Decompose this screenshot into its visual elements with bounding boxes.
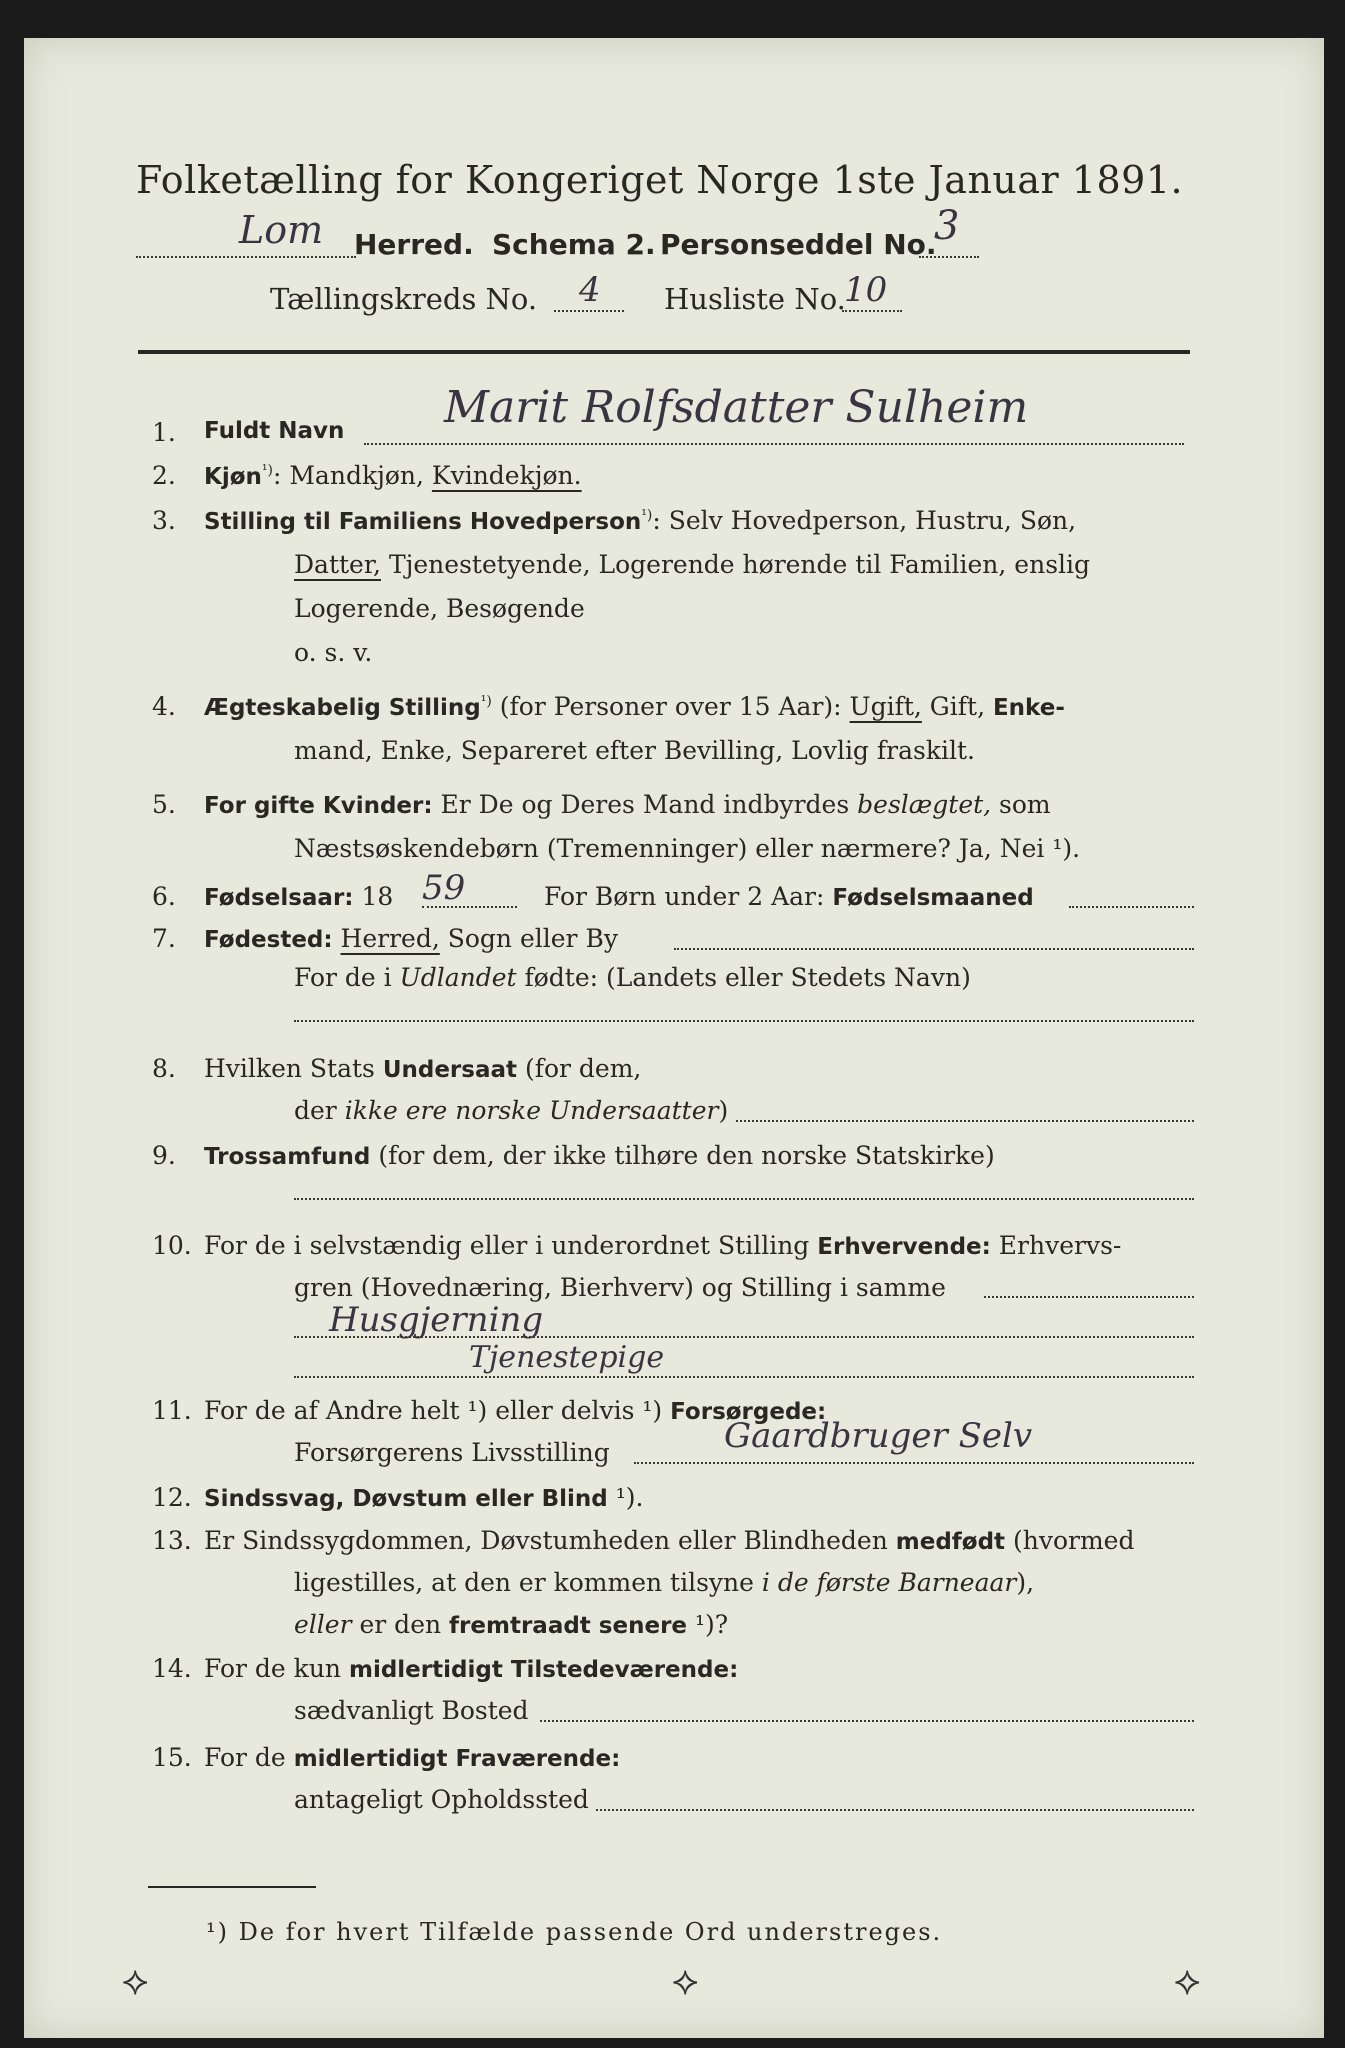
item-11-label: Forsørgede: <box>670 1399 827 1425</box>
item-6-dotted-line-2 <box>1069 906 1194 908</box>
header-rule <box>138 350 1190 354</box>
item-12-line <box>204 1483 643 1512</box>
item-10-occupation-value: Husgjerning <box>329 1300 544 1340</box>
corner-mark-center-icon: ⟡ <box>672 1958 699 2004</box>
item-7-line-1 <box>204 924 618 953</box>
item-4-label: Ægteskabelig Stilling <box>204 695 481 721</box>
personseddel-dotted-line <box>919 256 979 258</box>
item-7-underlined: Herred, <box>340 924 440 953</box>
item-8-text-1: Hvilken Stats <box>204 1054 383 1083</box>
item-13-text-c: er den <box>351 1610 450 1639</box>
kreds-label: Tællingskreds No. <box>270 282 538 316</box>
item-3-text-2: Tjenestetyende, Logerende hørende til Familien, enslig <box>381 550 1091 579</box>
item-5-label-a: For <box>204 793 254 819</box>
item-7-text-1: Sogn eller By <box>439 924 618 953</box>
item-8-line-1 <box>204 1054 641 1083</box>
item-7-text-a: For de i <box>294 963 400 992</box>
kreds-value: 4 <box>579 270 601 310</box>
item-13-text-d: ¹)? <box>687 1610 729 1639</box>
item-3-underlined: Datter, <box>294 550 381 579</box>
item-14-text-1: For de kun <box>204 1654 349 1683</box>
item-12-sup: ¹). <box>607 1483 644 1512</box>
item-6-label: Fødselsaar: <box>204 885 354 911</box>
item-10-position-value: Tjenestepige <box>469 1340 665 1375</box>
item-6-number: 6. <box>152 882 176 911</box>
item-1-label: Fuldt Navn <box>204 418 345 444</box>
item-6-line-2 <box>544 882 1034 911</box>
item-3-line-4: o. s. v. <box>294 638 373 667</box>
item-15-dotted-line <box>596 1809 1194 1811</box>
item-13-label-2: fremtraadt senere <box>449 1613 688 1639</box>
husliste-value: 10 <box>844 270 888 310</box>
item-5-italic: beslægtet, <box>857 790 992 819</box>
item-13-number: 13. <box>152 1526 192 1555</box>
item-8-text-b: ) <box>718 1096 729 1125</box>
item-5-label: gifte Kvinder: <box>253 793 433 819</box>
item-1-number: 1. <box>152 418 176 447</box>
item-7-label: Fødested: <box>204 927 333 953</box>
item-13-text-1: Er Sindssygdommen, Døvstumheden eller Blindheden <box>204 1526 896 1555</box>
item-8-dotted-line <box>736 1120 1194 1122</box>
item-4-line-2: mand, Enke, Separeret efter Bevilling, Lovlig fraskilt. <box>294 736 975 765</box>
item-6-label-2: Fødselsmaaned <box>832 885 1034 911</box>
footnote-rule <box>148 1886 316 1888</box>
personseddel-label: Personseddel No. <box>660 228 937 261</box>
item-10-label: Erhvervende: <box>817 1234 991 1260</box>
item-7-dotted-line <box>674 948 1194 950</box>
item-13-italic-2: eller <box>294 1610 352 1639</box>
herred-label: Herred. <box>354 228 474 261</box>
item-9-label: Trossamfund <box>204 1144 371 1170</box>
item-13-italic: i de første Barneaar <box>761 1568 1017 1597</box>
footnote: ¹) De for hvert Tilfælde passende Ord understreges. <box>206 1918 943 1946</box>
husliste-dotted-line <box>842 310 902 312</box>
item-6-year-value: 59 <box>422 868 466 908</box>
item-7-line-2 <box>294 963 971 992</box>
item-11-line-2: Forsørgerens Livsstilling <box>294 1438 610 1467</box>
item-3-line-2 <box>294 550 1090 579</box>
schema-label: Schema 2. <box>492 228 656 261</box>
item-9-line <box>204 1141 995 1170</box>
item-13-label: medfødt <box>895 1529 1006 1555</box>
item-3-text-1: : Selv Hovedperson, Hustru, Søn, <box>652 506 1077 535</box>
item-6-prefix: 18 <box>353 882 394 911</box>
item-7-italic: Udlandet <box>399 963 517 992</box>
item-11-text-1: For de af Andre helt ¹) eller delvis ¹) <box>204 1396 671 1425</box>
item-8-text-2: (for dem, <box>517 1054 642 1083</box>
item-14-label: midlertidigt Tilstedeværende: <box>348 1657 739 1683</box>
item-7-text-b: fødte: (Landets eller Stedets Navn) <box>516 963 971 992</box>
husliste-label: Husliste No. <box>664 282 846 316</box>
item-14-dotted-line <box>540 1720 1194 1722</box>
item-2-number: 2. <box>152 461 176 490</box>
item-2-line <box>204 461 582 490</box>
corner-mark-right-icon: ⟡ <box>1174 1958 1201 2004</box>
item-9-dotted-line <box>294 1198 1194 1200</box>
item-4-text-1: (for Personer over 15 Aar): <box>491 692 850 721</box>
item-15-label: midlertidigt Fraværende: <box>293 1746 621 1772</box>
item-15-line-2: antageligt Opholdssted <box>294 1785 589 1814</box>
corner-mark-left-icon: ⟡ <box>122 1958 149 2004</box>
item-13-line-3 <box>294 1610 728 1639</box>
item-13-text-a: ligestilles, at den er kommen tilsyne <box>294 1568 762 1597</box>
item-5-text-1: Er De og Deres Mand indbyrdes <box>432 790 858 819</box>
item-3-label: Stilling til Familiens Hovedperson <box>204 509 642 535</box>
item-14-line-2: sædvanligt Bosted <box>294 1696 529 1725</box>
item-6-dotted-line <box>422 906 517 908</box>
item-9-number: 9. <box>152 1141 176 1170</box>
herred-dotted-line <box>136 256 356 258</box>
item-3-line-1 <box>204 506 1076 535</box>
item-4-sup: ¹) <box>480 693 492 710</box>
item-8-number: 8. <box>152 1054 176 1083</box>
item-1-dotted-line <box>364 443 1184 445</box>
item-5-line-2: Næstsøskendebørn (Tremenninger) eller nærmere? Ja, Nei ¹). <box>294 834 1081 863</box>
item-14-number: 14. <box>152 1654 192 1683</box>
item-10-text-1: For de i selvstændig eller i underordnet Stilling <box>204 1231 818 1260</box>
item-11-dotted-line <box>634 1462 1194 1464</box>
item-2-text: : Mandkjøn, <box>272 461 432 490</box>
item-13-text-2: (hvormed <box>1005 1526 1135 1555</box>
item-6-text-2: For Børn under 2 Aar: <box>544 882 833 911</box>
item-15-number: 15. <box>152 1743 192 1772</box>
item-4-number: 4. <box>152 692 176 721</box>
item-4-text-2: Gift, <box>921 692 993 721</box>
item-3-sup: ¹) <box>641 507 653 524</box>
census-form-page <box>24 38 1324 2038</box>
item-4-line-1 <box>204 692 1065 721</box>
item-8-italic: ikke ere norske Undersaatter <box>344 1096 719 1125</box>
item-13-text-b: ), <box>1016 1568 1035 1597</box>
item-7-number: 7. <box>152 924 176 953</box>
item-10-number: 10. <box>152 1231 192 1260</box>
item-10-line-1 <box>204 1231 1121 1260</box>
item-15-line-1 <box>204 1743 620 1772</box>
item-15-text-1: For de <box>204 1743 294 1772</box>
item-2-label: Kjøn <box>204 464 262 490</box>
form-title: Folketælling for Kongeriget Norge 1ste Januar 1891. <box>136 158 1184 202</box>
item-10-line-2: gren (Hovednæring, Bierhverv) og Stilling i samme <box>294 1273 946 1302</box>
herred-value: Lom <box>239 208 324 252</box>
item-10-dotted-line-2 <box>294 1336 1194 1338</box>
item-12-number: 12. <box>152 1483 192 1512</box>
item-11-provider-value: Gaardbruger Selv <box>724 1416 1033 1456</box>
item-4-text-3: Enke- <box>992 695 1065 721</box>
personseddel-value: 3 <box>934 203 960 249</box>
item-5-line-1 <box>204 790 1051 819</box>
item-10-dotted-line-3 <box>294 1376 1194 1378</box>
item-3-line-3: Logerende, Besøgende <box>294 594 585 623</box>
item-2-underlined: Kvindekjøn. <box>431 461 582 490</box>
item-11-number: 11. <box>152 1396 192 1425</box>
item-7-dotted-line-2 <box>294 1020 1194 1022</box>
item-13-line-1 <box>204 1526 1134 1555</box>
item-5-text-2: som <box>991 790 1051 819</box>
item-8-label: Undersaat <box>382 1057 517 1083</box>
item-8-line-2 <box>294 1096 728 1125</box>
item-2-sup: ¹) <box>261 462 273 479</box>
item-9-text: (for dem, der ikke tilhøre den norske Statskirke) <box>370 1141 995 1170</box>
item-10-text-2: Erhvervs- <box>990 1231 1122 1260</box>
kreds-dotted-line <box>554 310 624 312</box>
item-8-text-a: der <box>294 1096 345 1125</box>
item-13-line-2 <box>294 1568 1034 1597</box>
item-1-name-value: Marit Rolfsdatter Sulheim <box>444 382 1029 433</box>
item-3-number: 3. <box>152 506 176 535</box>
item-12-label: Sindssvag, Døvstum eller Blind <box>204 1486 608 1512</box>
item-6-line <box>204 882 393 911</box>
item-4-underlined: Ugift, <box>849 692 922 721</box>
item-10-dotted-line-1 <box>984 1296 1194 1298</box>
item-5-number: 5. <box>152 790 176 819</box>
item-14-line-1 <box>204 1654 738 1683</box>
